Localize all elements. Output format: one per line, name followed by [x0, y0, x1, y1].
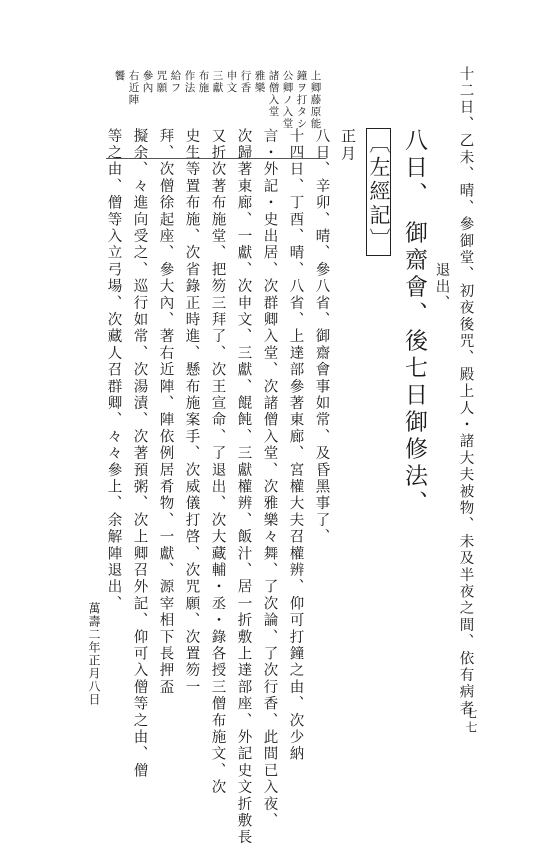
source-label: 〔左經記〕 [366, 128, 391, 256]
margin-note: 三獻 [211, 70, 224, 94]
text-column: 又折次著布施堂、把笏三拜了、次王宣命、了退出、次大藏輔・丞・錄各授三僧布施文、次 [209, 128, 226, 796]
entry-heading: 八日、 御齋會、後七日御修法、 [401, 128, 427, 518]
margin-note: 給フ [169, 70, 182, 94]
margin-note: 鐘ヲ打タシ [295, 70, 308, 130]
text-column: 十二日、乙未、晴、參御堂、初夜後咒、殿上人・諸大夫被物、未及半夜之間、依有病者 [457, 66, 474, 718]
margin-note: 上卿藤原能 [309, 70, 322, 130]
month-heading: 正月 [339, 128, 357, 163]
margin-note: 咒願 [155, 70, 168, 94]
margin-note: 公卿ノ入堂 [281, 70, 294, 130]
margin-note: 饗 [113, 70, 126, 82]
margin-note: 作法 [183, 70, 196, 94]
margin-note: 雅樂 [253, 70, 266, 94]
margin-note: 參內 [141, 70, 154, 94]
text-column: 拜、次僧徐起座、參大內、著右近陣、陣依例居肴物、一獻、源宰相下長押盃 [157, 128, 174, 696]
text-column: 擬余、々進向受之、巡行如常、次湯漬、次著預粥、次上卿召外記、仰可入僧等之由、僧 [131, 128, 148, 780]
text-column: 言・外記・史出居、次群卿入堂、次諸僧入堂、次雅樂々舞、了次論、了次行香、此間已入夜、 [261, 128, 278, 830]
page-number: 七七 [464, 707, 478, 735]
text-column: 次歸著東廊、一獻、次申文、三獻、餛飩、三獻權辨、飯汁、居一折敷上達部座、外記史文折敷長 [235, 128, 252, 846]
margin-note: 右近陣 [127, 70, 140, 106]
text-column: 八日、辛卯、晴、參八省、御齋會事如常、及昏黑事了、 [313, 128, 330, 546]
margin-note: 布施 [197, 70, 210, 94]
text-column: 史生等置布施、次省錄正時進、懸布施案手、次威儀打啓、次咒願、次置笏一 [183, 128, 200, 696]
text-column: 等之由、僧等入立弓場、次藏人召群卿、々々參上、余解陣退出、 [105, 128, 122, 613]
margin-note: 申文 [225, 70, 238, 94]
text-column: 十四日、丁酉、晴、八省、上達部參著東廊、宮權大夫召權辨、仰可打鐘之由、次少納 [287, 128, 304, 763]
text-column: 退出、 [433, 262, 450, 313]
running-head: 萬壽二年正月八日 [87, 602, 101, 706]
margin-note: 行香 [239, 70, 252, 94]
margin-note: 諸僧入堂 [267, 70, 280, 118]
